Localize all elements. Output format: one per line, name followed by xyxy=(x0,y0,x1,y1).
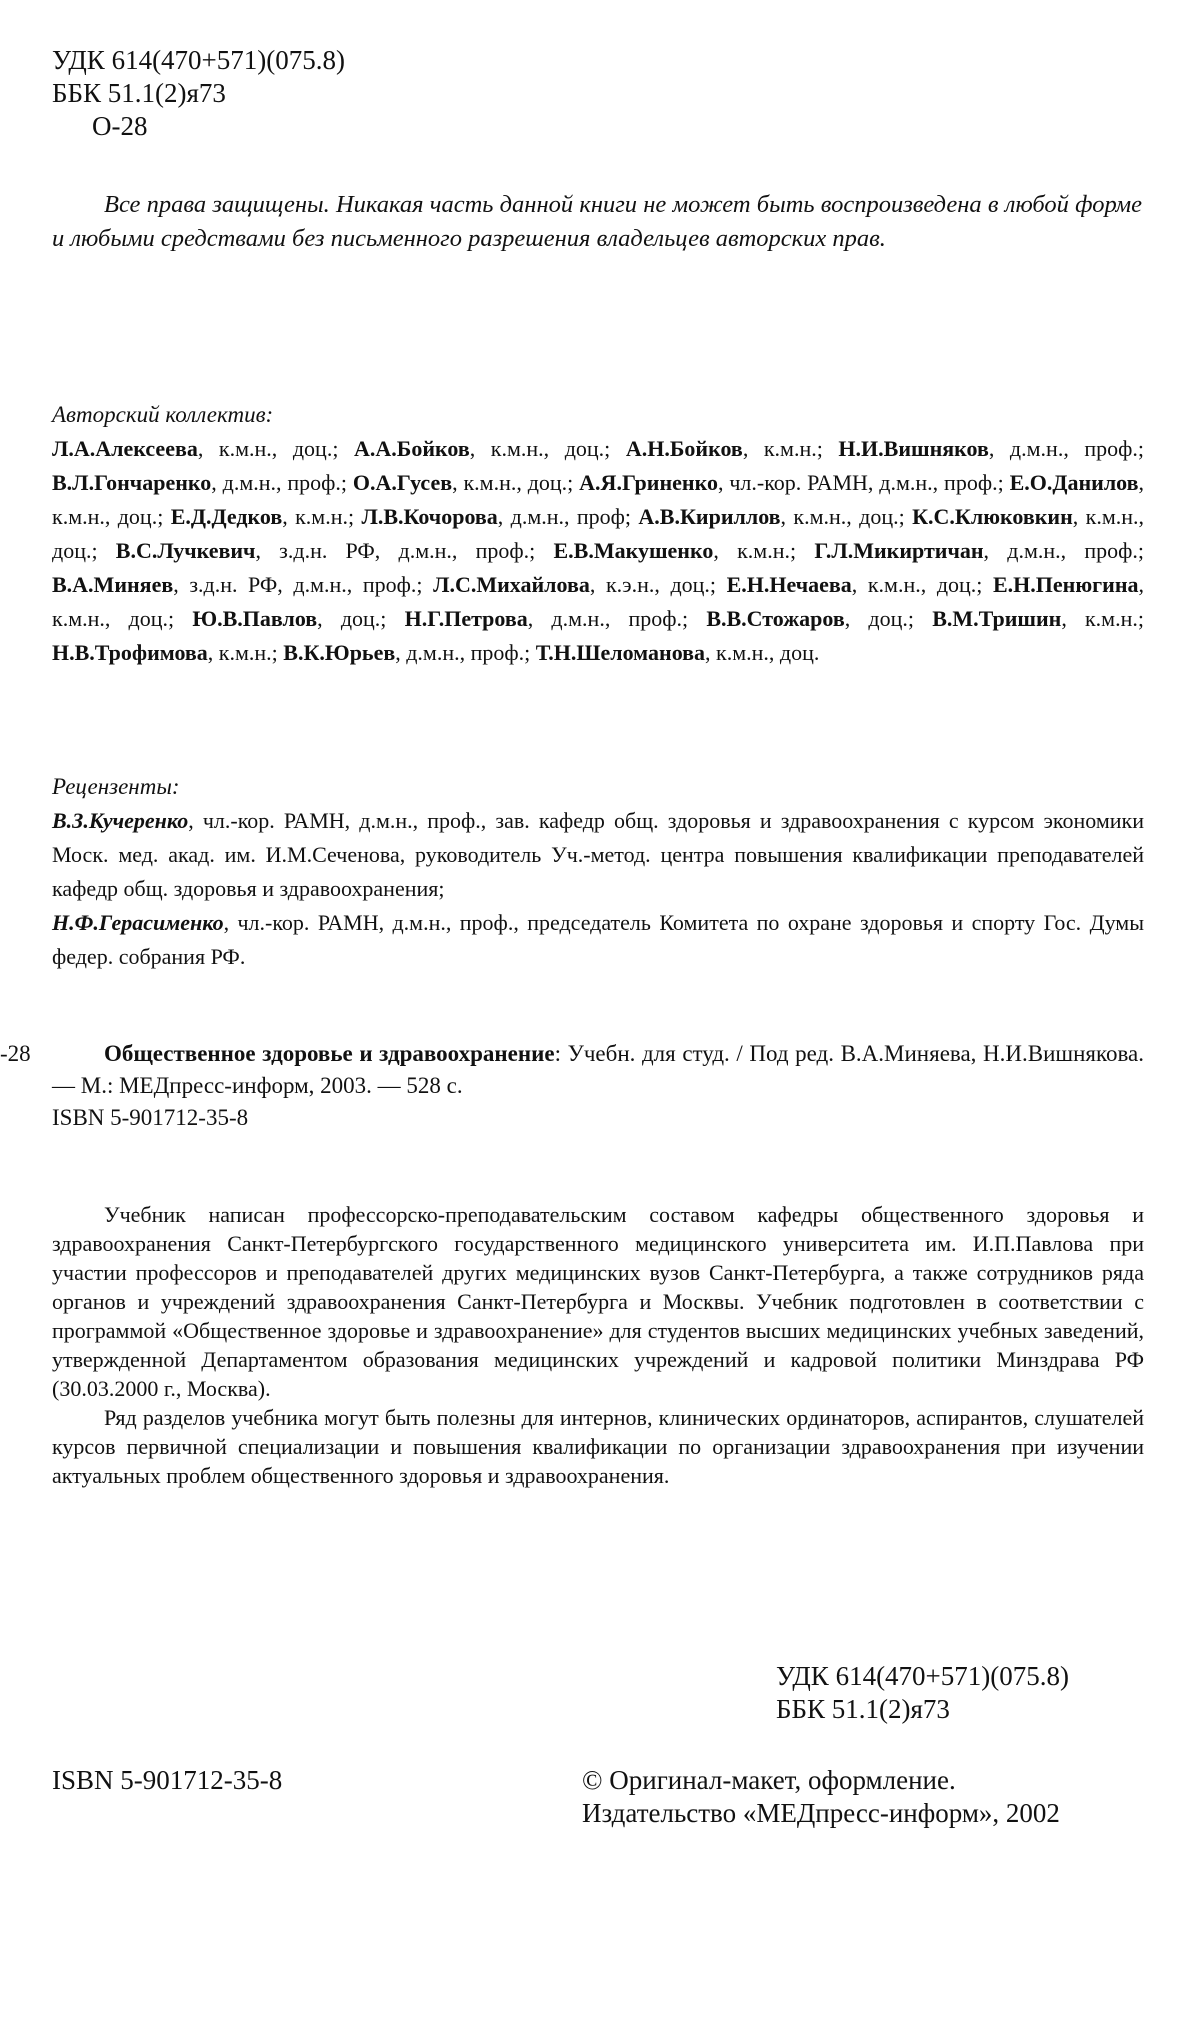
reviewers-list xyxy=(52,804,1144,974)
copyright-line-1: © Оригинал-макет, оформление. xyxy=(582,1765,956,1795)
footer-bbk: ББК 51.1(2)я73 xyxy=(776,1694,950,1724)
author-name: Е.Н.Пенюгина xyxy=(993,572,1139,597)
author-info: , к.м.н., доц.; xyxy=(52,504,1145,563)
author-info: , доц.; xyxy=(317,606,405,631)
author-name: Ю.В.Павлов xyxy=(192,606,318,631)
author-name: Е.В.Макушенко xyxy=(553,538,714,563)
bbk-code: ББК 51.1(2)я73 xyxy=(52,78,226,108)
author-info: , д.м.н., проф.; xyxy=(983,538,1144,563)
reviewer-entry xyxy=(52,804,1144,906)
author-info: , к.м.н., доц. xyxy=(705,640,820,665)
reviewers-block xyxy=(52,770,1144,974)
author-info: , д.м.н., проф.; xyxy=(211,470,353,495)
reviewer-info: , чл.-кор. РАМН, д.м.н., проф., председатель Комитета по охране здоровья и спорту Гос. Думы федер. собрания РФ. xyxy=(52,910,1144,969)
author-info: , к.м.н., доц.; xyxy=(469,436,626,461)
author-mark: О-28 xyxy=(92,111,148,141)
catalog-isbn: ISBN 5-901712-35-8 xyxy=(52,1105,249,1130)
reviewers-heading: Рецензенты: xyxy=(52,774,180,799)
author-name: Л.В.Кочорова xyxy=(361,504,498,529)
author-name: Н.Г.Петрова xyxy=(404,606,528,631)
rights-notice: Все права защищены. Никакая часть данной книги не может быть воспроизведена в любой форме и любыми средствами без письменного разрешения владельцев авторских прав. xyxy=(52,191,1142,252)
catalog-lead: -28 xyxy=(0,1041,31,1066)
author-name: В.С.Лучкевич xyxy=(115,538,256,563)
author-name: Н.И.Вишняков xyxy=(838,436,989,461)
copyright xyxy=(582,1764,1060,1830)
author-info: , д.м.н., проф.; xyxy=(988,436,1145,461)
author-name: Е.Д.Дедков xyxy=(170,504,283,529)
author-name: Е.О.Данилов xyxy=(1009,470,1139,495)
author-name: А.В.Кириллов xyxy=(638,504,781,529)
author-name: А.Я.Гриненко xyxy=(579,470,718,495)
author-info: , доц.; xyxy=(844,606,933,631)
author-name: Н.В.Трофимова xyxy=(52,640,208,665)
author-name: В.А.Миняев xyxy=(52,572,174,597)
authors-list xyxy=(52,436,1144,665)
authors-block xyxy=(52,398,1144,670)
footer-udk: УДК 614(470+571)(075.8) xyxy=(776,1661,1070,1691)
author-info: , чл.-кор. РАМН, д.м.н., проф.; xyxy=(717,470,1010,495)
reviewer-entry xyxy=(52,906,1144,974)
author-name: Т.Н.Шеломанова xyxy=(535,640,706,665)
copyright-line-2: Издательство «МЕДпресс-информ», 2002 xyxy=(582,1798,1060,1828)
book-title: Общественное здоровье и здравоохранение xyxy=(104,1041,555,1066)
author-name: В.К.Юрьев xyxy=(283,640,396,665)
author-info: , к.м.н.; xyxy=(207,640,284,665)
author-info: , к.м.н.; xyxy=(742,436,839,461)
author-info: , к.м.н., доц.; xyxy=(52,572,1144,631)
author-name: В.В.Стожаров xyxy=(706,606,845,631)
author-info: , к.м.н., доц.; xyxy=(197,436,354,461)
author-name: О.А.Гусев xyxy=(352,470,453,495)
author-info: , к.м.н., доц.; xyxy=(780,504,913,529)
authors-heading: Авторский коллектив: xyxy=(52,402,274,427)
author-info: , к.м.н.; xyxy=(713,538,815,563)
catalog-rest: : Учебн. для студ. / Под ред. В.А.Миняева, Н.И.Вишнякова. — М.: МЕДпресс-информ, 2003. — 528 с. xyxy=(52,1041,1144,1098)
udk-code: УДК 614(470+571)(075.8) xyxy=(52,45,346,75)
author-name: Г.Л.Микиртичан xyxy=(814,538,984,563)
author-name: Л.С.Михайлова xyxy=(433,572,590,597)
catalog-entry xyxy=(0,1038,1144,1134)
abstract xyxy=(52,1200,1144,1490)
author-name: Е.Н.Нечаева xyxy=(726,572,852,597)
author-info: , з.д.н. РФ, д.м.н., проф.; xyxy=(255,538,554,563)
author-info: , к.м.н.; xyxy=(282,504,362,529)
reviewer-name: Н.Ф.Герасименко xyxy=(52,910,224,935)
author-name: К.С.Клюковкин xyxy=(912,504,1073,529)
author-name: В.М.Тришин xyxy=(932,606,1062,631)
author-info: , к.м.н., доц.; xyxy=(452,470,580,495)
author-name: А.Н.Бойков xyxy=(625,436,743,461)
abstract-paragraph-1: Учебник написан профессорско-преподавательским составом кафедры общественного здоровья и здравоохранения Санкт-Петербургского государственного медицинского университета им. И.П.Павлова при участии профессоров и преподавателей других медицинских вузов Санкт-Петербурга, а также сотрудников ряда органов и учреждений здравоохранения Санкт-Петербурга и Москвы. Учебник подготовлен в соответствии с программой «Общественное здоровье и здравоохранение» для студентов высших медицинских учебных заведений, утвержденной Департаментом образования медицинских учреждений и кадровой политики Минздрава РФ (30.03.2000 г., Москва). xyxy=(52,1202,1144,1401)
author-info: , к.м.н., доц.; xyxy=(851,572,993,597)
author-info: , к.м.н.; xyxy=(1061,606,1144,631)
author-name: А.А.Бойков xyxy=(354,436,470,461)
author-info: , д.м.н., проф; xyxy=(497,504,639,529)
author-info: , з.д.н. РФ, д.м.н., проф.; xyxy=(173,572,434,597)
author-info: , к.э.н., доц.; xyxy=(589,572,727,597)
abstract-paragraph-2: Ряд разделов учебника могут быть полезны для интернов, клинических ординаторов, аспирантов, слушателей курсов первичной специализации и повышения квалификации по организации здравоохранения при изучении актуальных проблем общественного здоровья и здравоохранения. xyxy=(52,1405,1144,1488)
footer-classification xyxy=(776,1660,1069,1726)
author-info: , к.м.н., доц.; xyxy=(52,470,1145,529)
classification-header xyxy=(52,44,345,143)
author-name: Л.А.Алексеева xyxy=(52,436,198,461)
author-info: , д.м.н., проф.; xyxy=(395,640,536,665)
author-info: , д.м.н., проф.; xyxy=(527,606,707,631)
reviewer-info: , чл.-кор. РАМН, д.м.н., проф., зав. кафедр общ. здоровья и здравоохранения с курсом экономики Моск. мед. акад. им. И.М.Сеченова, руководитель Уч.-метод. центра повышения квалификации преподавателей кафедр общ. здоровья и здравоохранения; xyxy=(52,808,1144,901)
catalog-description xyxy=(52,1038,1144,1102)
reviewer-name: В.З.Кучеренко xyxy=(52,808,189,833)
footer-isbn: ISBN 5-901712-35-8 xyxy=(52,1765,283,1795)
author-name: В.Л.Гончаренко xyxy=(52,470,212,495)
